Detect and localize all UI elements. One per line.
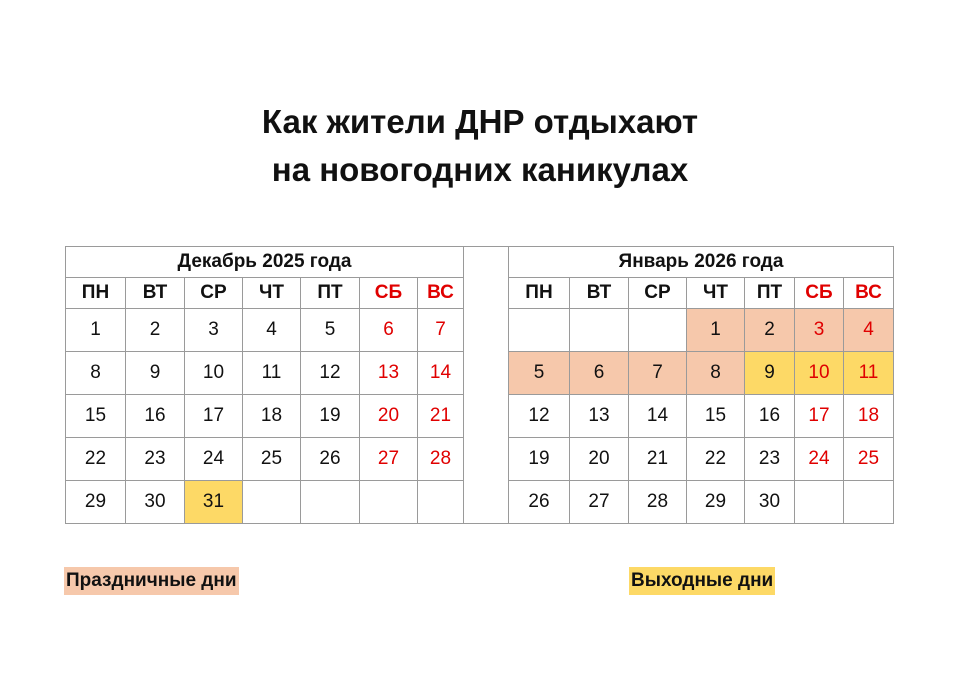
day-off-cell: 10 <box>795 352 844 395</box>
day-cell: 20 <box>570 438 629 481</box>
day-cell: 4 <box>243 309 301 352</box>
day-cell: 25 <box>243 438 301 481</box>
day-cell <box>360 481 418 524</box>
day-cell: 20 <box>360 395 418 438</box>
day-cell: 14 <box>418 352 464 395</box>
jan-dow-wed: СР <box>629 278 687 309</box>
day-cell: 13 <box>360 352 418 395</box>
holiday-day-cell: 4 <box>844 309 894 352</box>
day-cell: 28 <box>629 481 687 524</box>
day-cell: 1 <box>66 309 126 352</box>
holiday-day-cell: 3 <box>795 309 844 352</box>
day-cell: 11 <box>243 352 301 395</box>
day-cell: 23 <box>126 438 185 481</box>
dec-dow-sun: ВС <box>418 278 464 309</box>
december-header: Декабрь 2025 года <box>66 247 464 278</box>
day-cell: 23 <box>745 438 795 481</box>
day-off-cell: 31 <box>185 481 243 524</box>
day-cell: 12 <box>301 352 360 395</box>
day-cell: 8 <box>66 352 126 395</box>
day-cell: 16 <box>126 395 185 438</box>
day-cell: 30 <box>126 481 185 524</box>
day-cell: 19 <box>301 395 360 438</box>
day-cell: 13 <box>570 395 629 438</box>
day-cell: 30 <box>745 481 795 524</box>
day-cell: 21 <box>418 395 464 438</box>
day-cell: 9 <box>126 352 185 395</box>
day-cell <box>570 309 629 352</box>
day-cell: 12 <box>509 395 570 438</box>
day-cell: 16 <box>745 395 795 438</box>
day-cell: 27 <box>360 438 418 481</box>
dec-dow-tue: ВТ <box>126 278 185 309</box>
jan-dow-thu: ЧТ <box>687 278 745 309</box>
day-cell: 28 <box>418 438 464 481</box>
day-off-cell: 11 <box>844 352 894 395</box>
dec-dow-thu: ЧТ <box>243 278 301 309</box>
day-cell: 19 <box>509 438 570 481</box>
day-cell: 3 <box>185 309 243 352</box>
jan-dow-fri: ПТ <box>745 278 795 309</box>
day-cell: 10 <box>185 352 243 395</box>
dec-dow-fri: ПТ <box>301 278 360 309</box>
holiday-day-cell: 1 <box>687 309 745 352</box>
day-cell: 26 <box>509 481 570 524</box>
january-header: Январь 2026 года <box>509 247 894 278</box>
day-cell: 29 <box>66 481 126 524</box>
day-cell: 5 <box>301 309 360 352</box>
day-cell: 2 <box>126 309 185 352</box>
day-off-cell: 9 <box>745 352 795 395</box>
day-cell <box>509 309 570 352</box>
day-cell: 21 <box>629 438 687 481</box>
day-cell: 25 <box>844 438 894 481</box>
day-cell <box>418 481 464 524</box>
day-cell: 7 <box>418 309 464 352</box>
jan-dow-tue: ВТ <box>570 278 629 309</box>
legend-days-off: Выходные дни <box>629 567 775 595</box>
day-cell: 29 <box>687 481 745 524</box>
month-header-row <box>66 247 894 278</box>
dec-dow-sat: СБ <box>360 278 418 309</box>
day-cell: 24 <box>185 438 243 481</box>
holiday-day-cell: 5 <box>509 352 570 395</box>
day-cell <box>243 481 301 524</box>
holiday-day-cell: 2 <box>745 309 795 352</box>
day-cell <box>795 481 844 524</box>
day-cell: 14 <box>629 395 687 438</box>
jan-dow-sun: ВС <box>844 278 894 309</box>
jan-dow-sat: СБ <box>795 278 844 309</box>
day-cell: 6 <box>360 309 418 352</box>
dec-dow-mon: ПН <box>66 278 126 309</box>
day-cell: 18 <box>243 395 301 438</box>
day-cell: 22 <box>687 438 745 481</box>
page-title <box>0 98 960 194</box>
day-cell: 18 <box>844 395 894 438</box>
day-cell: 15 <box>66 395 126 438</box>
day-cell <box>629 309 687 352</box>
title-line-2: на новогодних каникулах <box>271 151 689 188</box>
day-cell <box>844 481 894 524</box>
day-cell: 26 <box>301 438 360 481</box>
holiday-day-cell: 6 <box>570 352 629 395</box>
holiday-day-cell: 7 <box>629 352 687 395</box>
jan-dow-mon: ПН <box>509 278 570 309</box>
calendar-table <box>65 246 894 524</box>
dec-dow-wed: СР <box>185 278 243 309</box>
day-cell: 15 <box>687 395 745 438</box>
holiday-day-cell: 8 <box>687 352 745 395</box>
title-line-1: Как жители ДНР отдыхают <box>261 103 699 140</box>
day-cell: 22 <box>66 438 126 481</box>
day-cell: 17 <box>185 395 243 438</box>
day-cell: 27 <box>570 481 629 524</box>
calendar-spacer <box>464 247 509 524</box>
day-cell <box>301 481 360 524</box>
day-cell: 24 <box>795 438 844 481</box>
day-cell: 17 <box>795 395 844 438</box>
legend-holidays: Праздничные дни <box>64 567 239 595</box>
